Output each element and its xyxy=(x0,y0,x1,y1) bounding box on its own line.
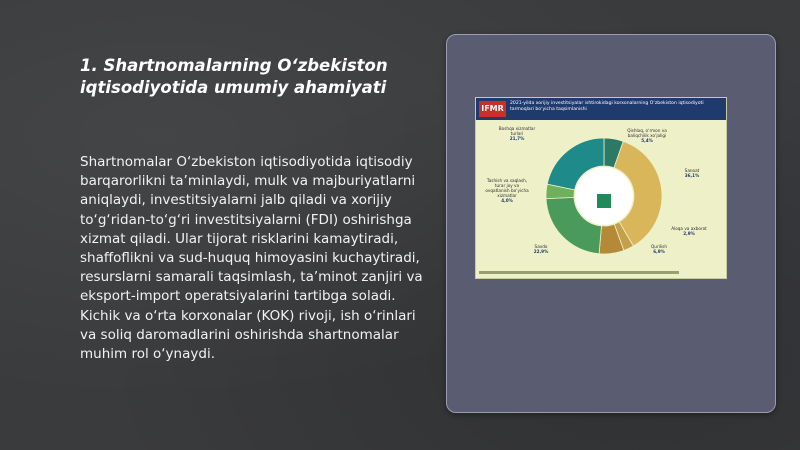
label-communication: Aloqa va axborot 2,9% xyxy=(671,226,707,236)
slide-body-text: Shartnomalar O‘zbekiston iqtisodiyotida iqtisodiy barqarorlikni ta’minlaydi, mulk va majburiyatlarni aniqlaydi, investitsiyalarni jalb qiladi va xorijiy to‘g‘ridan-to‘g‘ri investitsiyalarni (FDI) oshirishga xizmat qiladi. Ular tijorat risklarini kamaytiradi, shaffoflikni va sud-huquq himoyasini kuchaytiradi, resurslarni samarali taqsimlash, ta’minot zanjiri va eksport-import operatsiyalarini tartibga soladi. Kichik va o‘rta korxonalar (KOK) rivoji, ish o‘rinlari va soliq daromadlarini oshirishda shartnomalar muhim rol o‘ynaydi. xyxy=(80,154,423,363)
label-other-services: Boshqa xizmatlar turlari 21,7% xyxy=(498,126,536,141)
label-trade: Savdo 22,9% xyxy=(533,244,549,254)
infographic-footer-bar xyxy=(479,271,679,274)
label-industry: Sanoat 36,1% xyxy=(684,168,700,178)
infographic-image xyxy=(475,97,727,279)
label-construction: Qurilish 6,9% xyxy=(651,244,667,254)
label-transport: Tashish va saqlash, turar joy va ovqatlanish bo‘yicha xizmatlar 4,0% xyxy=(485,178,529,203)
infographic-header-text: 2021-yilda xorijiy investitsiyalar ishtirokidagi korxonalarning O‘zbekiston iqtisodiyoti tarmoqlari bo‘yicha taqsimlanishi xyxy=(510,101,704,112)
label-agriculture: Qishloq, o‘rmon va baliqchilik xo‘jaligi 5,4% xyxy=(627,128,667,143)
ifmr-logo: IFMR xyxy=(479,101,506,117)
building-icon xyxy=(597,194,611,208)
slide-title: 1. Shartnomalarning O‘zbekiston iqtisodiyotida umumiy ahamiyati xyxy=(80,56,388,97)
